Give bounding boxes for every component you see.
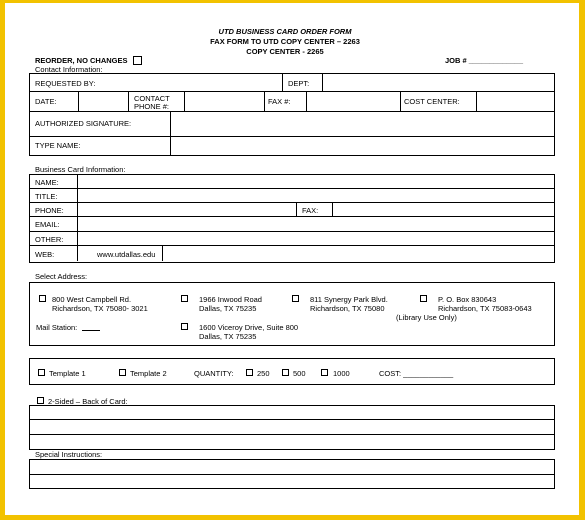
address-2-checkbox[interactable]: [181, 295, 188, 302]
quantity-250-label: 250: [257, 369, 270, 378]
back-line-2-field[interactable]: [32, 421, 550, 433]
back-line-3-field[interactable]: [32, 436, 550, 448]
cost-center-field[interactable]: [478, 93, 552, 109]
title-field[interactable]: [79, 190, 552, 201]
requested-by-field[interactable]: [120, 76, 280, 89]
date-field[interactable]: [80, 93, 126, 109]
address-4-line2: Richardson, TX 75083-0643: [438, 304, 532, 313]
order-form-page: [5, 3, 579, 515]
quantity-500-label: 500: [293, 369, 306, 378]
title-label: TITLE:: [35, 192, 58, 201]
email-field[interactable]: [79, 218, 552, 229]
name-field[interactable]: [79, 176, 552, 187]
template-2-label: Template 2: [130, 369, 167, 378]
quantity-250-checkbox[interactable]: [246, 369, 253, 376]
card-section-label: Business Card Information:: [35, 165, 126, 174]
address-4-line1: P. O. Box 830643: [438, 295, 497, 304]
dept-label: DEPT:: [288, 79, 310, 88]
type-name-field[interactable]: [172, 138, 552, 153]
card-info-box: [29, 174, 555, 263]
template-box: [29, 358, 555, 385]
web-label: WEB:: [35, 250, 55, 259]
special-line-2-field[interactable]: [32, 476, 550, 487]
special-instructions-box: [29, 459, 555, 489]
address-5-line1: 1600 Viceroy Drive, Suite 800: [199, 323, 299, 332]
authorized-signature-label: AUTHORIZED SIGNATURE:: [35, 119, 132, 128]
web-value: www.utdallas.edu: [97, 250, 156, 259]
fax-field[interactable]: [308, 93, 398, 109]
quantity-1000-checkbox[interactable]: [321, 369, 328, 376]
job-number-field[interactable]: JOB # _____________: [445, 56, 523, 65]
card-fax-label: FAX:: [302, 206, 319, 215]
contact-phone-label-2: PHONE #:: [134, 102, 170, 111]
address-5-checkbox[interactable]: [181, 323, 188, 330]
mail-station-label: Mail Station:: [36, 323, 78, 332]
name-label: NAME:: [35, 178, 59, 187]
quantity-500-checkbox[interactable]: [282, 369, 289, 376]
card-fax-field[interactable]: [334, 204, 552, 215]
other-label: OTHER:: [35, 235, 64, 244]
contact-info-box: [29, 73, 555, 156]
type-name-label: TYPE NAME:: [35, 141, 81, 150]
address-4-checkbox[interactable]: [420, 295, 427, 302]
address-2-line2: Dallas, TX 75235: [199, 304, 257, 313]
date-label: DATE:: [35, 97, 57, 106]
quantity-label: QUANTITY:: [194, 369, 234, 378]
address-1-line2: Richardson, TX 75080- 3021: [52, 304, 148, 313]
template-1-label: Template 1: [49, 369, 86, 378]
two-sided-checkbox[interactable]: [37, 397, 44, 404]
mail-station-field[interactable]: [82, 330, 100, 331]
address-box: [29, 282, 555, 346]
reorder-checkbox[interactable]: [133, 56, 142, 65]
address-4-line3: (Library Use Only): [396, 313, 457, 322]
reorder-label: REORDER, NO CHANGES: [35, 56, 128, 65]
address-3-line1: 811 Synergy Park Blvd.: [310, 295, 388, 304]
quantity-1000-label: 1000: [333, 369, 350, 378]
fax-instruction: FAX FORM TO UTD COPY CENTER – 2263: [210, 37, 360, 46]
contact-section-label: Contact Information:: [35, 65, 103, 74]
fax-label: FAX #:: [268, 97, 291, 106]
address-2-line1: 1966 Inwood Road: [199, 295, 262, 304]
cost-center-label: COST CENTER:: [404, 97, 460, 106]
copy-center-number: COPY CENTER - 2265: [246, 47, 324, 56]
contact-phone-label: CONTACT: [134, 94, 170, 103]
address-1-checkbox[interactable]: [39, 295, 46, 302]
special-line-1-field[interactable]: [32, 461, 550, 473]
template-2-checkbox[interactable]: [119, 369, 126, 376]
email-label: EMAIL:: [35, 220, 60, 229]
form-title: UTD BUSINESS CARD ORDER FORM: [218, 27, 352, 36]
requested-by-label: REQUESTED BY:: [35, 79, 96, 88]
address-3-line2: Richardson, TX 75080: [310, 304, 385, 313]
template-1-checkbox[interactable]: [38, 369, 45, 376]
back-of-card-box: [29, 405, 555, 450]
address-5-line2: Dallas, TX 75235: [199, 332, 257, 341]
contact-phone-field[interactable]: [186, 93, 262, 109]
special-instructions-label: Special Instructions:: [35, 450, 103, 459]
address-section-label: Select Address:: [35, 272, 88, 281]
web-extra-field[interactable]: [164, 247, 552, 259]
dept-field[interactable]: [324, 76, 552, 89]
cost-field[interactable]: COST: ____________: [379, 369, 454, 378]
phone-label: PHONE:: [35, 206, 64, 215]
other-field[interactable]: [79, 233, 552, 244]
address-3-checkbox[interactable]: [292, 295, 299, 302]
back-line-1-field[interactable]: [32, 407, 550, 418]
two-sided-label: 2-Sided – Back of Card:: [48, 397, 128, 406]
phone-field[interactable]: [79, 204, 294, 215]
address-1-line1: 800 West Campbell Rd.: [52, 295, 132, 304]
authorized-signature-field[interactable]: [172, 113, 552, 134]
